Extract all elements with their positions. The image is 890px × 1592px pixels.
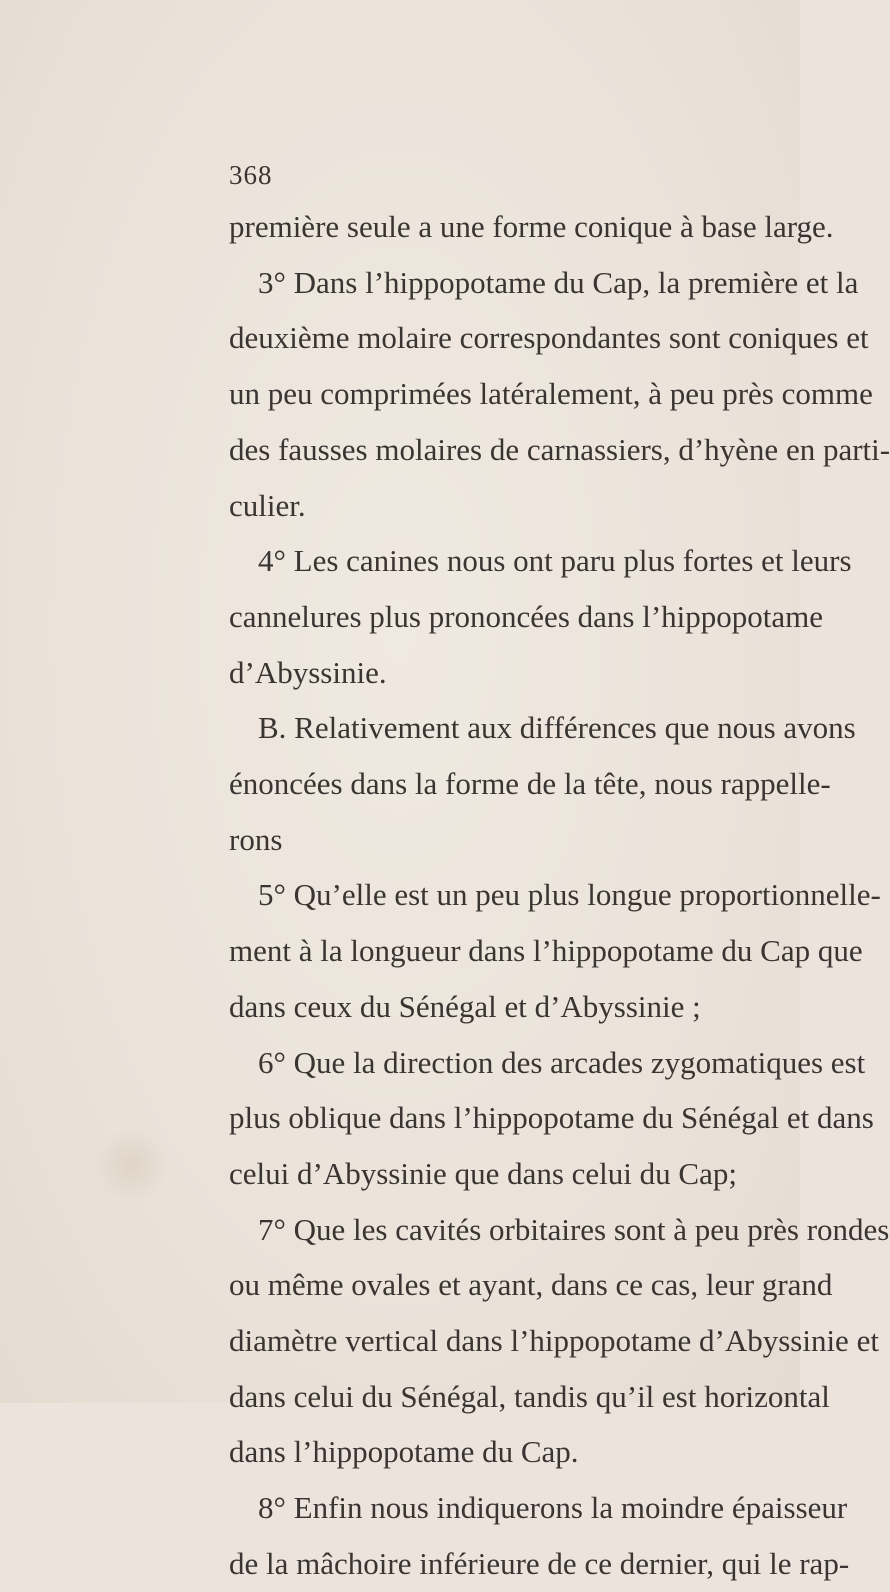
text-line: des fausses molaires de carnassiers, d’hyène en parti- <box>229 431 890 467</box>
text-line: B. Relativement aux différences que nous avons <box>258 710 856 746</box>
text-line: deuxième molaire correspondantes sont coniques et <box>229 320 869 356</box>
text-line: ment à la longueur dans l’hippopotame du Cap que <box>229 933 863 969</box>
text-line: culier. <box>229 487 306 523</box>
paper-stain <box>92 1130 172 1200</box>
text-line: 3° Dans l’hippopotame du Cap, la première et la <box>258 264 859 300</box>
text-line: plus oblique dans l’hippopotame du Sénégal et dans <box>229 1100 874 1136</box>
text-line: ou même ovales et ayant, dans ce cas, leur grand <box>229 1267 833 1303</box>
text-line: cannelures plus prononcées dans l’hippopotame <box>229 598 823 634</box>
text-line: 8° Enfin nous indiquerons la moindre épaisseur <box>258 1490 848 1526</box>
text-line: première seule a une forme conique à base large. <box>229 209 834 244</box>
text-line: d’Abyssinie. <box>229 654 387 690</box>
page-number: 368 <box>229 160 273 190</box>
text-line: dans l’hippopotame du Cap. <box>229 1434 579 1470</box>
text-line: 7° Que les cavités orbitaires sont à peu près rondes <box>258 1211 890 1247</box>
text-line: dans celui du Sénégal, tandis qu’il est horizontal <box>229 1378 830 1414</box>
text-line: celui d’Abyssinie que dans celui du Cap; <box>229 1155 737 1191</box>
text-line: de la mâchoire inférieure de ce dernier, qui le rap- <box>229 1545 850 1581</box>
text-line: rons <box>229 821 283 857</box>
text-line: énoncées dans la forme de la tête, nous rappelle- <box>229 766 831 802</box>
text-line: 4° Les canines nous ont paru plus fortes et leurs <box>258 543 852 579</box>
text-line: 5° Qu’elle est un peu plus longue proportionnelle- <box>258 877 881 913</box>
text-line: un peu comprimées latéralement, à peu près comme <box>229 376 873 412</box>
text-line: dans ceux du Sénégal et d’Abyssinie ; <box>229 988 701 1024</box>
text-line: 6° Que la direction des arcades zygomatiques est <box>258 1044 866 1080</box>
text-line: diamètre vertical dans l’hippopotame d’Abyssinie et <box>229 1323 879 1359</box>
page-text <box>229 199 890 1592</box>
